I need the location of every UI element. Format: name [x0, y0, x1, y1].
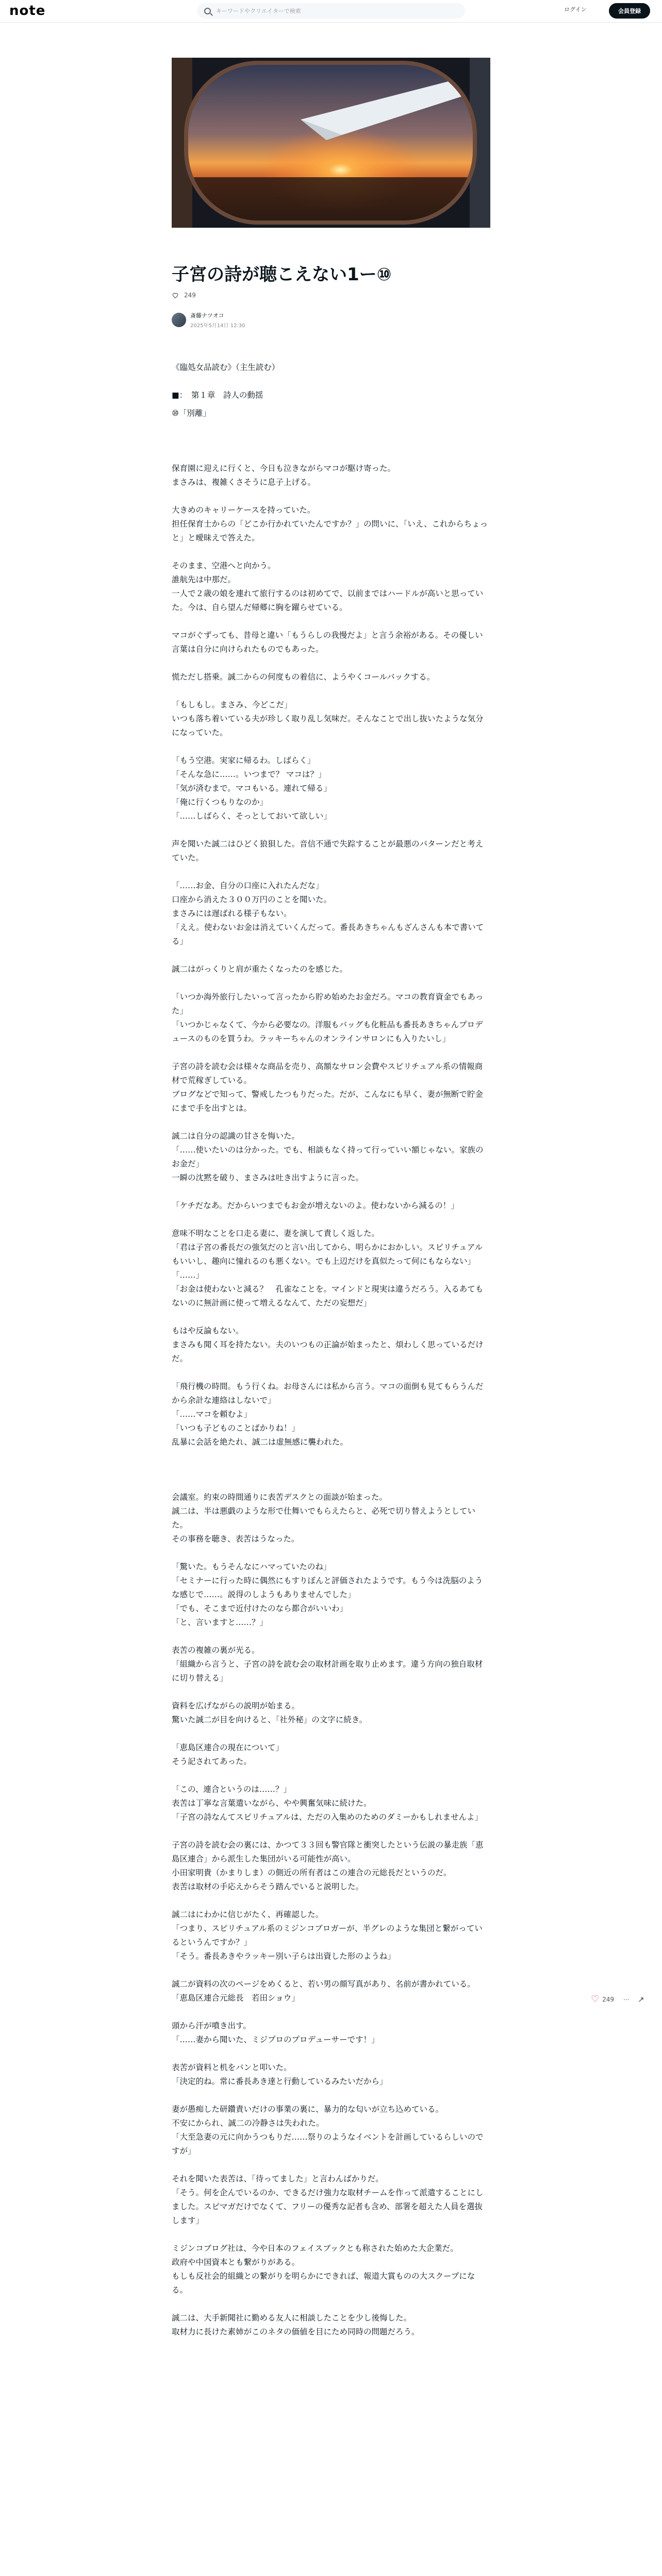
author-block[interactable]	[172, 311, 245, 329]
paragraph: 誠二は自分の認識の甘さを悔いた。 「……使いたいのは分かった。でも、相談もなく持って行っていい額じゃない。家族のお金だ」 一瞬の沈黙を破り、まさみは吐き出すように言った。	[172, 1131, 484, 1182]
paragraph: 誠二はがっくりと肩が重たくなったのを感じた。	[172, 964, 348, 974]
paragraph: 意味不明なことを口走る妻に、妻を演して責しく返した。 「君は子宮の番長だの強気だのと言い出してから、明らかにおかしい。スピリチュアルもいいし、趣向に憧れるのも悪くない。でも上辺だけを真似たって何にもならない」 「……」 「お金は使わないと減る？ 孔雀なことを。マインドと現実は違うだろう。入るあてもないのに無計画に使って増えるなんて、ただの妄想だ」	[172, 1229, 484, 1308]
meta-line: ⑩「別離」	[172, 409, 211, 418]
paragraph: ミジンコブログ社は、今や日本のフェイスブックとも称された始めた大企業だ。 政府や中国資本とも繋がりがある。 もしも反社会的組織との繋がりを明らかにできれば、報道大賞ものの大スクープになる。	[172, 2244, 475, 2295]
meta-line: ■： 第１章 詩人の動揺	[172, 391, 263, 400]
paragraph: 頭から汗が噴き出す。 「……妻から聞いた、ミジプロのプロデューサーです！」	[172, 2021, 379, 2044]
paragraph: 子宮の詩を読む会は様々な商品を売り、高額なサロン会費やスピリチュアル系の情報商材で荒稼ぎしている。 ブログなどで知って、警戒したつもりだった。だが、こんなにも早く、妻が無断で貯金にまで手を出すとは。	[172, 1062, 483, 1113]
paragraph: 慌ただし搭乗。誠二からの何度もの着信に、ようやくコールバックする。	[172, 672, 435, 682]
meta-line: 《臨処女品読む》（主生読む）	[172, 363, 280, 372]
search-input[interactable]	[216, 8, 453, 14]
floating-actions	[591, 1994, 644, 2005]
paragraph: 誠二が資料の次のページをめくると、若い男の顔写真があり、名前が書かれている。 「恵島区連合元総長 若田ショウ」	[172, 1979, 475, 2003]
paragraph: 表苦が資料と机をバンと叩いた。 「決定的ね。常に番長あき達と行動しているみたいだから」	[172, 2063, 388, 2086]
search-box[interactable]	[197, 3, 465, 19]
paragraph: 会議室。約束の時間通りに表苦デスクとの面談が始まった。 誠二は、半は悪戯のような形で仕舞いでもらえたらと、必死で切り替えようとしていた。 その事務を聴き、表苦はうなった。	[172, 1493, 476, 1544]
article-title: 子宮の詩が聴こえない1ー⑩	[172, 264, 392, 285]
paragraph: 誠二は、大手新聞社に勤める友人に相談したことを少し後悔した。 取材力に長けた素姉がこのネタの価値を目にため同時の問題だろう。	[172, 2313, 420, 2336]
author-name[interactable]: 斎藤ナツオコ	[190, 312, 224, 319]
paragraph: 声を聞いた誠二はひどく狼狽した。音信不通で失踪することが最悪のパターンだと考えていた。	[172, 839, 484, 862]
paragraph: もはや反論もない。 まさみも聞く耳を持たない。夫のいつもの正論が始まったと、煩わしく思っているだけだ。	[172, 1326, 484, 1363]
more-icon[interactable]: ⋯	[623, 1995, 630, 2003]
paragraph: 「この、連合というのは……？」 表苦は丁寧な言葉遣いながら、やや興奮気味に続けた。 「子宮の詩なんてスピリチュアルは、ただの入集めのためのダミーかもしれませんよ」	[172, 1785, 483, 1822]
airplane-window-sunset-image	[172, 58, 490, 228]
paragraph: 資料を広げながらの説明が始まる。 驚いた誠二が目を向けると、「社外秘」の文字に続き。	[172, 1701, 368, 1724]
heart-icon[interactable]	[172, 292, 179, 299]
floating-likes-count: 249	[602, 1995, 615, 2003]
likes-count: 249	[184, 292, 196, 299]
paragraph: 「……お金、自分の口座に入れたんだな」 口座から消えた３００万円のことを聞いた。 まさみには遅ばれる様子もない。 「ええ。使わないお金は消えていくんだって。番長あきちゃんもざんさんも本で書いてる」	[172, 881, 484, 946]
site-header	[0, 0, 662, 23]
floating-heart-icon[interactable]: ♡	[591, 1994, 600, 2005]
paragraph: 誠二はにわかに信じがたく、再確認した。 「つまり、スピリチュアル系のミジンコブロガーが、半グレのような集団と繋がっているというんですか？」 「そう。番長あきやラッキー別い子らは出資した形のようね」	[172, 1910, 483, 1961]
paragraph: 妻が愚痴した研鑽責いだけの事業の裏に、暴力的な匂いが立ち込めている。 不安にかられ、誠二の冷静さは失われた。 「大至急妻の元に向かうつもりだ……祭りのようなイベントを計画しているらしいのですが」	[172, 2105, 484, 2156]
paragraph: 「もう空港。実家に帰るわ。しばらく」 「そんな急に……。いつまで？ マコは？」 「気が済むまで。マコもいる。連れて帰る」 「俺に行くつもりなのか」 「……しばらく、そっとしておいて欲しい」	[172, 756, 332, 821]
paragraph: 表苦の複雑の裏が光る。 「組織から言うと、子宮の詩を読む会の取材計画を取り止めます。違う方向の独自取材に切り替える」	[172, 1646, 483, 1683]
article-body	[172, 361, 490, 2353]
likes-row[interactable]	[172, 292, 196, 299]
note-logo[interactable]: note	[9, 3, 46, 19]
paragraph: 「いつか海外旅行したいって言ったから貯め始めたお金だろ。マコの教育資金でもあった」 「いつかじゃなくて、今から必要なの。洋服もバッグも化粧品も番長あきちゃんプロデュースのものを買うわ。ラッキーちゃんのオンラインサロンにも入りたいし」	[172, 992, 484, 1043]
paragraph: 保育園に迎えに行くと、今日も泣きながらマコが駆け寄った。 まさみは、複雑くさそうに息子上げる。	[172, 464, 396, 487]
hero-image	[172, 58, 490, 228]
paragraph: それを聞いた表苦は、「待ってました」と言わんばかりだ。 「そう。何を企んでいるのか、できるだけ強力な取材チームを作って派遣することにしました。スピマガだけでなくて、フリーの優秀な記者も含め、部署を超えた人員を選抜します」	[172, 2174, 484, 2225]
paragraph: 大きめのキャリーケースを持っていた。 担任保育士からの「どこか行かれていたんですか？」の問いに、「いえ、これからちょっと」と曖昧えで答えた。	[172, 505, 488, 543]
paragraph: 「もしもし。まさみ、今どこだ」 いつも落ち着いている夫が珍しく取り乱し気味だ。そんなことで出し抜いたような気分になっていた。	[172, 700, 484, 737]
paragraph: 「ケチだなあ。だからいつまでもお金が増えないのよ。使わないから減るの！」	[172, 1201, 459, 1210]
login-button[interactable]: ログイン	[564, 6, 587, 13]
paragraph: 「飛行機の時間。もう行くね。お母さんには私から言う。マコの面倒も見てもらうんだから余計な連絡はしないで」 「……マコを頼むよ」 「いつも子どものことばかりね！」 乱暴に会話を絶たれ、誠二は虚無感に襲われた。	[172, 1382, 484, 1447]
paragraph: 子宮の詩を読む会の裏には、かつて３３回も警官隊と衝突したという伝説の暴走族「恵島区連合」から派生した集団がいる可能性が高い。 小田家明貴（かまりしま）の側近の所有者はこの連合の元総長だというのだ。 表苦は取材の手応えからそう踏んでいると説明した。	[172, 1840, 484, 1891]
share-icon[interactable]: ↗	[638, 1994, 644, 2004]
avatar[interactable]	[172, 313, 186, 327]
search-icon	[204, 8, 211, 14]
paragraph: 「驚いた。もうそんなにハマっていたのね」 「セミナーに行った時に偶然にもすりぼんと評価されたようです。もう今は洗脳のような感じで……。説得のしようもありませんでした」 「でも、そこまで近付けたのなら都合がいいわ」 「と、言いますと……？」	[172, 1562, 483, 1627]
paragraph: マコがぐずっても、昔母と違い「もうらしの我慢だよ」と言う余裕がある。その優しい言葉は自分に向けられたものでもあった。	[172, 631, 483, 654]
publish-date: 2025年5月14日 12:30	[190, 323, 245, 329]
chapter-meta	[172, 361, 490, 420]
signup-button[interactable]: 会員登録	[609, 3, 650, 19]
paragraph: そのまま、空港へと向かう。 誰航先は中那だ。 一人で２歳の娘を連れて旅行するのは初めてで、以前まではハードルが高いと思っていた。今は、自ら望んだ帰郷に胸を躍らせている。	[172, 561, 484, 612]
paragraph: 「恵島区連合の現在について」 そう記されてあった。	[172, 1743, 284, 1766]
